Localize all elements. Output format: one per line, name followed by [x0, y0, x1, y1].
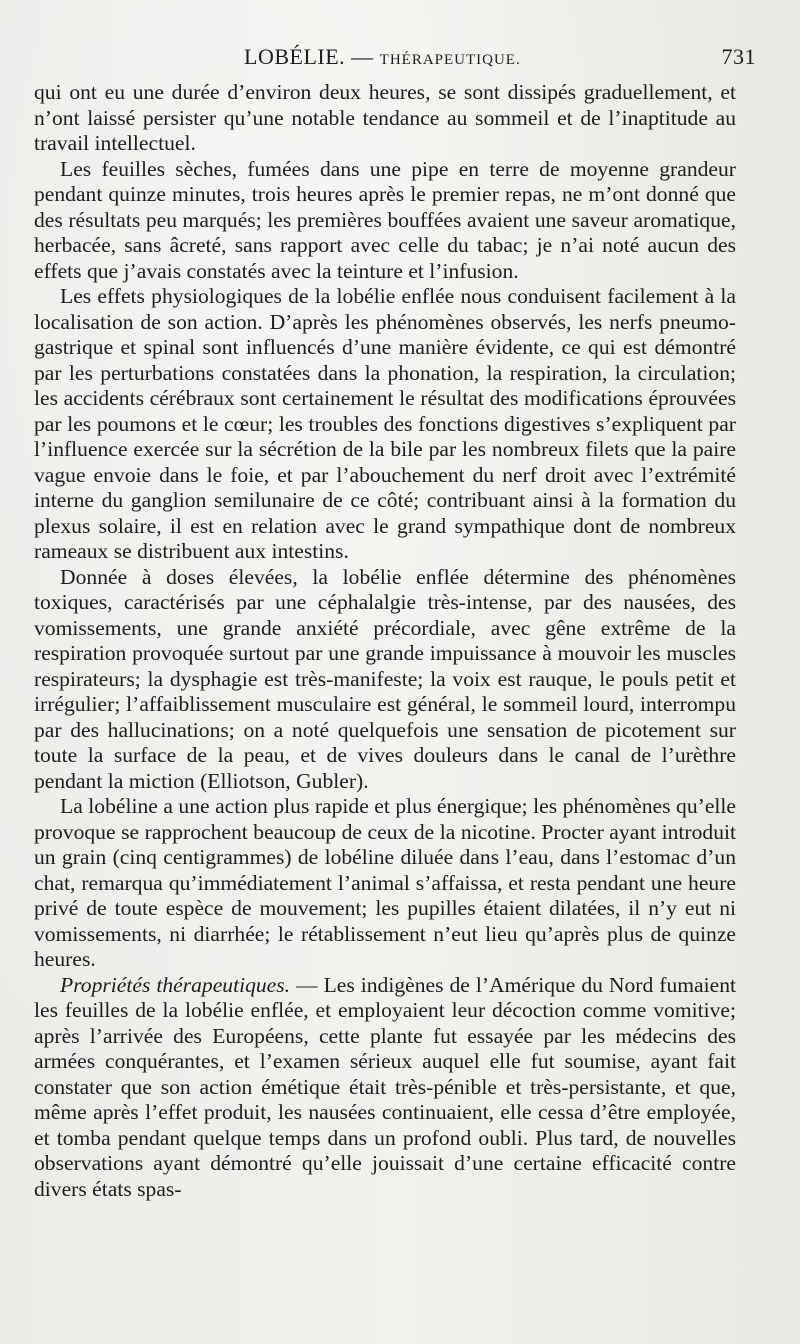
- section-heading: Propriétés thérapeutiques.: [60, 972, 291, 997]
- running-title-main: LOBÉLIE. —: [244, 44, 374, 69]
- paragraph-3: Les effets physiologiques de la lobélie enflée nous conduisent facilement à la localisation de son action. D’après les phénomènes observés, les nerfs pneumo-gastrique et spinal sont influencés d’une manière évidente, ce qui est démontré par les perturbations constatées dans la phonation, la respiration, la circulation; les accidents cérébraux sont certainement le résultat des modifications éprouvées par les poumons et le cœur; les troubles des fonctions digestives s’expliquent par l’influence exercée sur la sécrétion de la bile par les nombreux filets que la paire vague envoie dans le foie, et par l’abouchement du nerf droit avec l’extrémité interne du ganglion semilunaire de ce côté; contribuant ainsi à la formation du plexus solaire, il est en relation avec le grand sympathique dont de nombreux rameaux se distribuent aux intestins.: [34, 284, 736, 563]
- running-head: [34, 44, 756, 72]
- paragraph-4: Donnée à doses élevées, la lobélie enflée détermine des phénomènes toxiques, caractérisés par une céphalalgie très-intense, par des nausées, des vomissements, une grande anxiété précordiale, avec gêne extrême de la respiration provoquée surtout par une grande impuissance à mouvoir les muscles respirateurs; la dysphagie est très-manifeste; la voix est rauque, le pouls petit et irrégulier; l’affaiblissement musculaire est général, le sommeil lourd, interrompu par des hallucinations; on a noté quelquefois une sensation de picotement sur toute la surface de la peau, et de vives douleurs dans le canal de l’urèthre pendant la miction (Elliotson, Gubler).: [34, 564, 736, 793]
- page-number: 731: [721, 44, 756, 69]
- paragraph-6: [34, 973, 736, 1203]
- body-text: [34, 80, 736, 1202]
- paragraph-5: La lobéline a une action plus rapide et plus énergique; les phénomènes qu’elle provoque se rapprochent beaucoup de ceux de la nicotine. Procter ayant introduit un grain (cinq centigrammes) de lobéline diluée dans l’eau, dans l’estomac d’un chat, remarqua qu’immédiatement l’animal s’affaissa, et resta pendant une heure privé de toute espèce de mouvement; les pupilles étaient dilatées, il n’y eut ni vomissements, ni diarrhée; le rétablissement n’eut lieu qu’après plus de quinze heures.: [34, 794, 736, 971]
- paragraph-1: qui ont eu une durée d’environ deux heures, se sont dissipés graduellement, et n’ont laissé persister qu’une notable tendance au sommeil et de l’inaptitude au travail intellectuel.: [34, 80, 736, 155]
- paragraph-6-text: — Les indigènes de l’Amérique du Nord fumaient les feuilles de la lobélie enflée, et employaient leur décoction comme vomitive; après l’arrivée des Européens, cette plante fut essayée par les médecins des armées conquérantes, et l’examen sérieux auquel elle fut soumise, ayant fait constater que son action émétique était très-pénible et très-persistante, et que, même après l’effet produit, les nausées continuaient, elle cessa d’être employée, et tomba pendant quelque temps dans un profond oubli. Plus tard, de nouvelles observations ayant démontré qu’elle jouissait d’une certaine efficacité contre divers états spas-: [34, 972, 737, 1201]
- paragraph-2: Les feuilles sèches, fumées dans une pipe en terre de moyenne grandeur pendant quinze minutes, trois heures après le premier repas, ne m’ont donné que des résultats peu marqués; les premières bouffées avaient une saveur aromatique, herbacée, sans âcreté, sans rapport avec celle du tabac; je n’ai noté aucun des effets que j’avais constatés avec la teinture et l’infusion.: [34, 156, 736, 283]
- running-title: [244, 44, 521, 70]
- running-title-sub: THÉRAPEUTIQUE.: [379, 52, 521, 68]
